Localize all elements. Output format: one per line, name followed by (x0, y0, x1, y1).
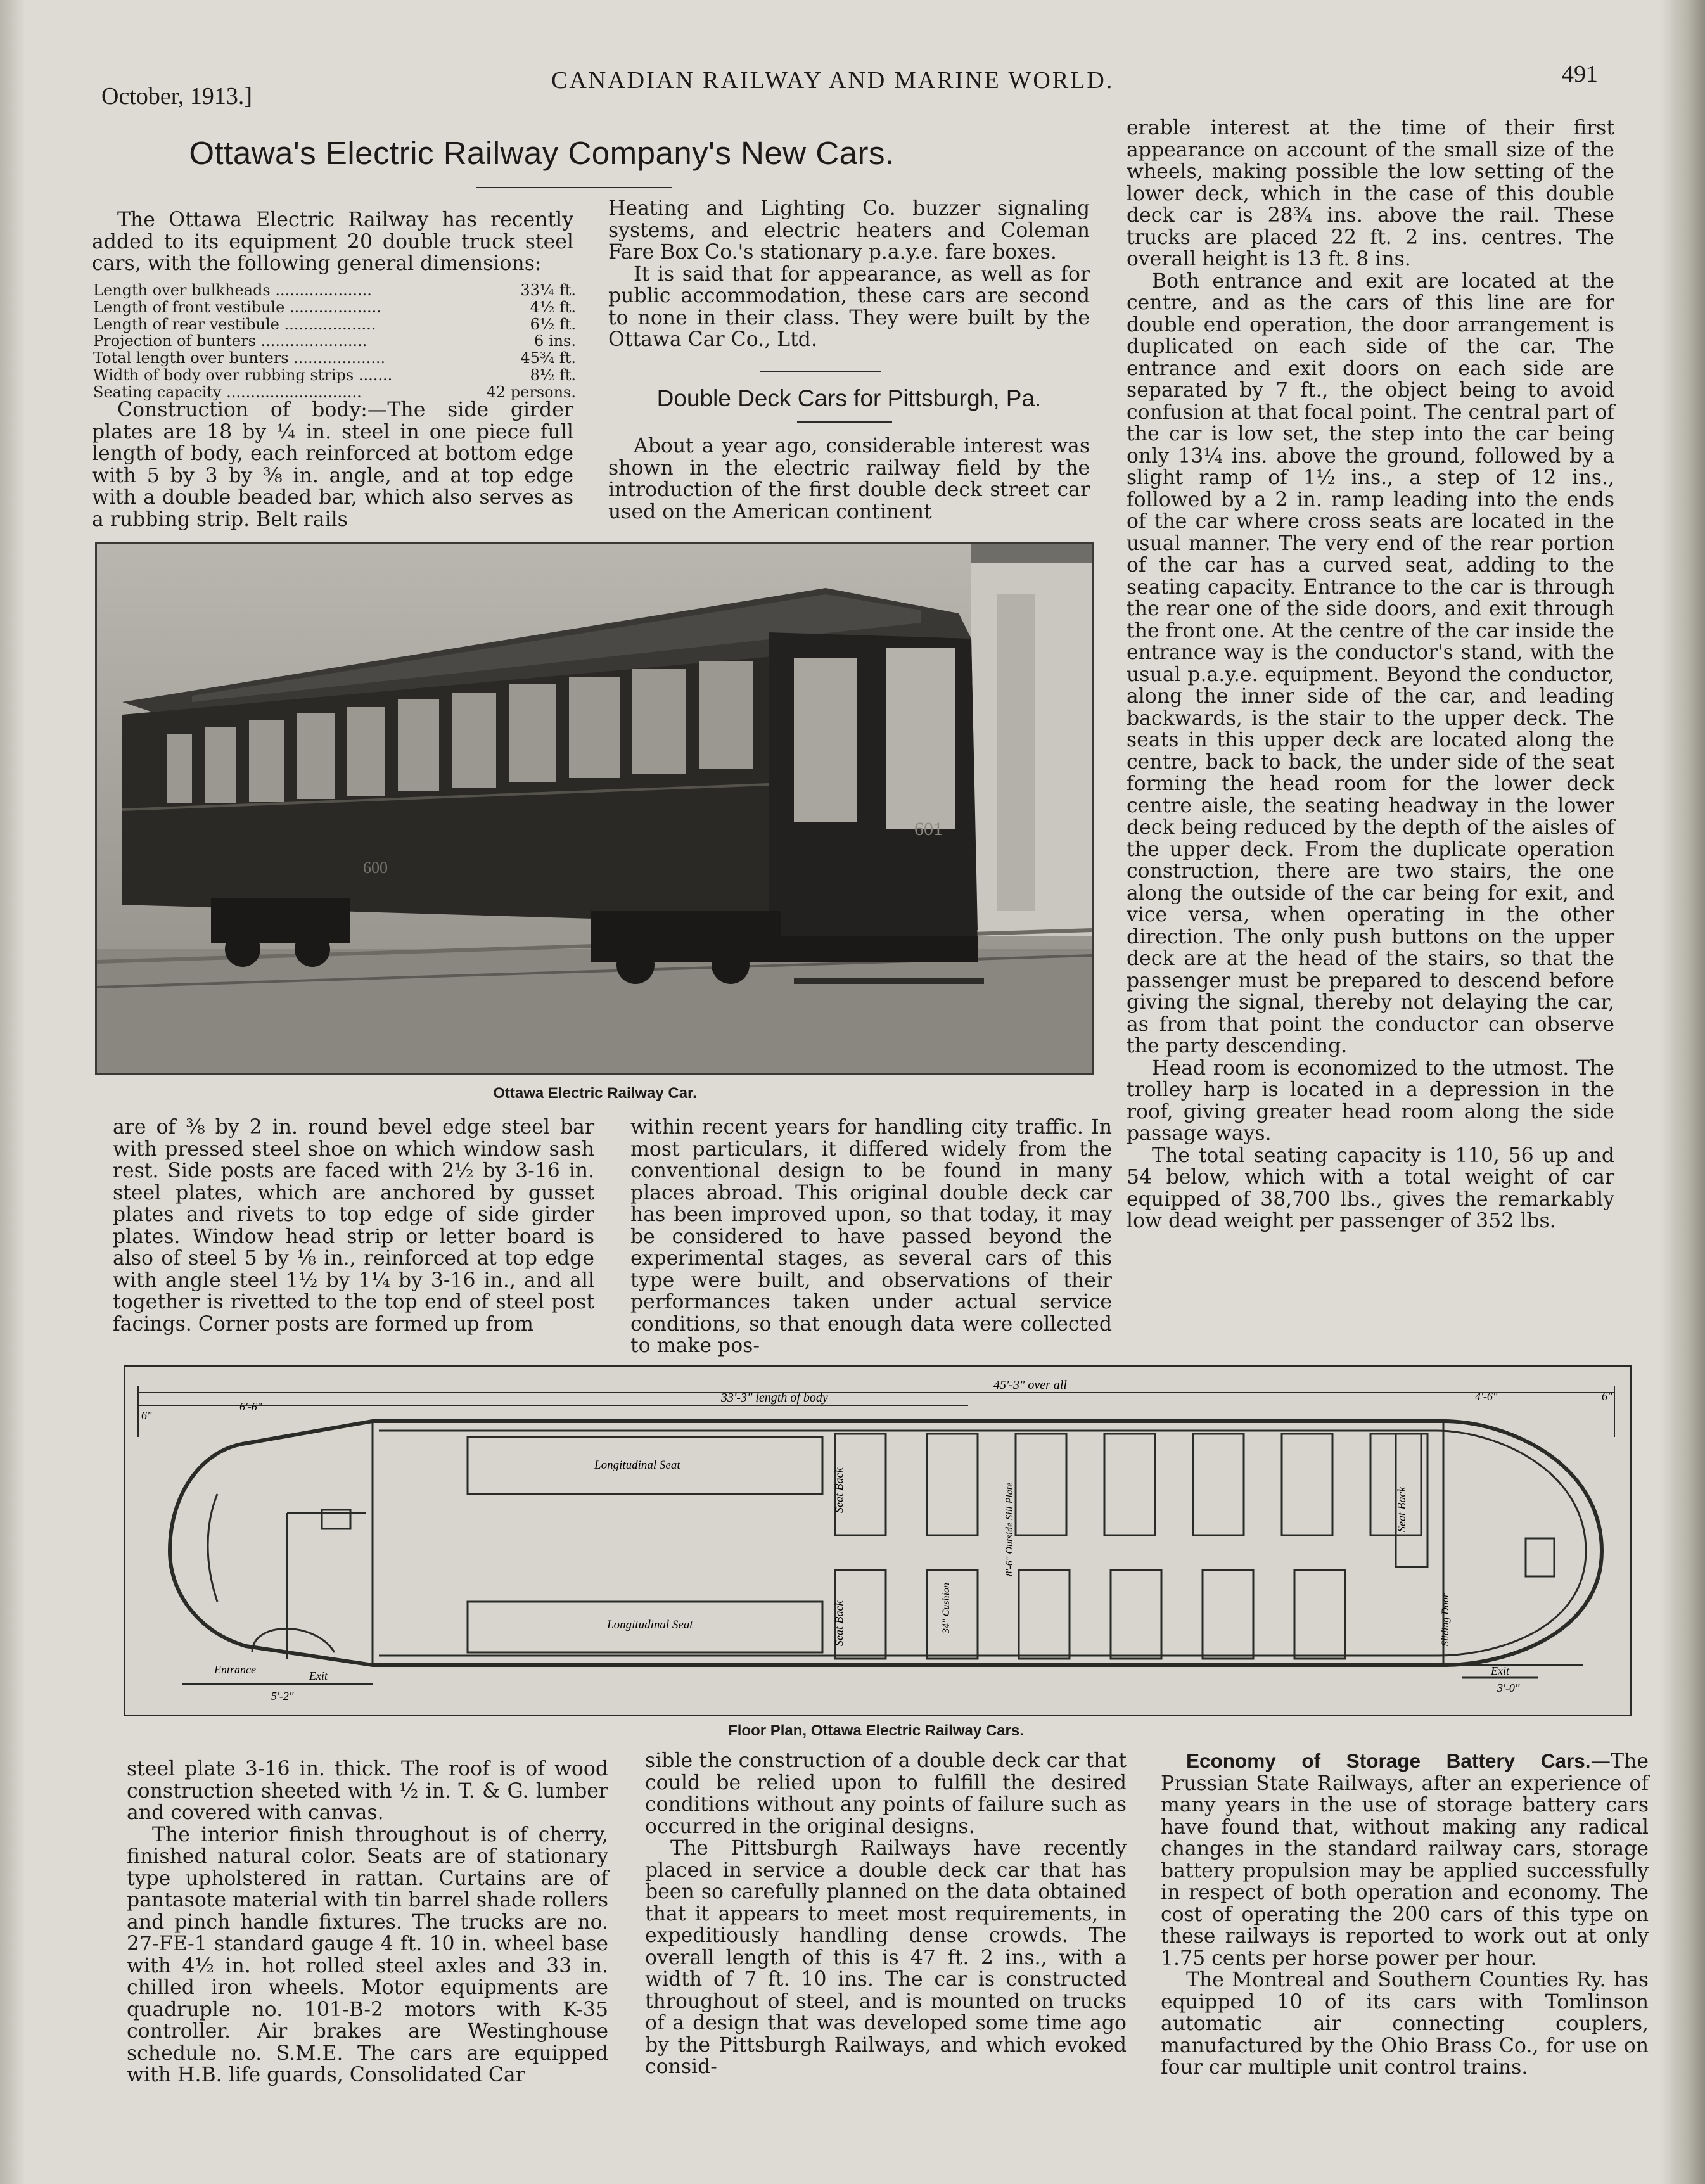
belt-rails-text: are of ⅜ by 2 in. round bevel edge steel bar with pressed steel shoe on which window sash rest. Side posts are faced with 2½ by 3-16 in. steel plates, which are anchored by gusset plates and rivets to top edge of side girder plates. Window head strip or letter board is also of steel 5 by ⅛ in., reinforced at top edge with angle steel 1½ by 1¼ by 3-16 in., and all together is rivetted to the top end of steel post facings. Corner posts are formed up from (113, 1116, 594, 1336)
pittsburgh-service-text: The Pittsburgh Railways have recently placed in service a double deck car that has been so carefully planned on the data obtained that it appears to meet most requirements, in expeditiously handling dense crowds. The overall length of this is 47 ft. 2 ins., with a width of 7 ft. 10 ins. The car is constructed throughout of steel, and is mounted on trucks of a design that was developed some time ago by the Pittsburgh Railways, and which evoked consid- (645, 1837, 1127, 2078)
pittsburgh-intro: About a year ago, considerable interest was shown in the electric railway field by the introduction of the first double deck street car used on the American continent (608, 435, 1090, 523)
page-edge-shadow (1661, 0, 1705, 2184)
dim-6in-right: 6" (1602, 1390, 1612, 1403)
column-3-bottom (1161, 1750, 1649, 2079)
storage-battery-body: —The Prussian State Railways, after an experience of many years in the use of storage battery cars have found that, without making any radical changes in the standard railway cars, storage battery propulsion may be applied successfully in respect of both operation and economy. The cost of operating the 200 cars of this type on these railways is reported to work out at only 1.75 cents per horse power per hour. (1161, 1750, 1649, 1970)
photo-caption: Ottawa Electric Railway Car. (493, 1085, 697, 1102)
dimensions-table (93, 282, 576, 401)
ottawa-appearance-text: It is said that for appearance, as well as for public accommodation, these cars are second to none in their class. They were built by the Ottawa Car Co., Ltd. (608, 262, 1090, 351)
dimension-row: Seating capacity ............................ 42 persons. (93, 383, 576, 401)
pittsburgh-capacity-text: The total seating capacity is 110, 56 up and 54 below, which with a total weight of car equipped of 38,700 lbs., gives the remarkably low dead weight per passenger of 352 lbs. (1127, 1144, 1614, 1232)
dimension-row: Length over bulkheads .................... 33¼ ft. (93, 281, 576, 299)
pittsburgh-headroom-text: Head room is economized to the utmost. The trolley harp is located in a depression in the roof, giving greater head room along the side passage ways. (1127, 1056, 1614, 1145)
page-number: 491 (1562, 61, 1598, 87)
column-2-bottom (645, 1750, 1127, 2078)
interior-finish-text: The interior finish throughout is of cherry, finished natural color. Seats are of stationary type upholstered in rattan. Curtains are of pantasote material with tin barrel shade rollers and pinch handle fixtures. The trucks are no. 27-FE-1 standard gauge 4 ft. 10 in. wheel base with 4½ in. hot rolled steel axles and 33 in. chilled iron wheels. Motor equipments are quadruple no. 101-B-2 motors with K-35 controller. Air brakes are Westinghouse schedule no. S.M.E. The cars are equipped with H.B. life guards, Consolidated Car (127, 1823, 608, 2086)
sill-plate-label: 8'-6" Outside Sill Plate (1004, 1482, 1015, 1576)
column-2-top (608, 198, 1090, 351)
page-binding-shadow (0, 0, 25, 2184)
car-number-end: 601 (914, 819, 943, 840)
exit-label-left: Exit (309, 1670, 328, 1682)
exit-label-right: Exit (1491, 1664, 1509, 1677)
seat-back-right: Seat Back (1395, 1486, 1408, 1532)
issue-date: October, 1913.] (101, 83, 253, 110)
column-1-construction (92, 399, 573, 530)
title-rule-2 (797, 421, 892, 423)
dimension-row: Width of body over rubbing strips ....... 8½ ft. (93, 366, 576, 384)
section-rule (760, 371, 881, 372)
title-rule (476, 187, 672, 188)
dim-4-6: 4'-6" (1475, 1390, 1498, 1403)
car-number-side: 600 (363, 859, 388, 877)
storage-battery-heading: Economy of Storage Battery Cars. (1186, 1749, 1591, 1772)
floor-plan-drawing (124, 1365, 1632, 1716)
floor-plan-svg (125, 1367, 1630, 1715)
cushion-label: 34" Cushion (941, 1582, 952, 1633)
column-1-top (92, 209, 573, 275)
entrance-label: Entrance (214, 1663, 256, 1676)
pittsburgh-history-text: within recent years for handling city traffic. In most particulars, it differed widely from the conventional design to be found in many places abroad. This original double deck car has been improved upon, so that today, it may be considered to have passed beyond the experimental stages, as several cars of this type were built, and observations of their performances taken under actual service conditions, so that enough data were collected to make pos- (630, 1116, 1112, 1357)
ottawa-equipment-text: Heating and Lighting Co. buzzer signaling systems, and electric heaters and Coleman Fare Box Co.'s stationary p.a.y.e. fare boxes. (608, 197, 1090, 264)
pittsburgh-trucks-text: erable interest at the time of their first appearance on account of the small size of the wheels, making possible the low setting of the lower deck, which in the case of this double deck car is 28¾ ins. above the rail. These trucks are placed 22 ft. 2 ins. centres. The overall height is 13 ft. 8 ins. (1127, 117, 1614, 271)
column-3 (1127, 117, 1614, 1232)
pittsburgh-construction-text: sible the construction of a double deck car that could be relied upon to fulfill the desired conditions without any points of failure such as occurred in the original designs. (645, 1749, 1127, 1838)
longitudinal-seat-bottom: Longitudinal Seat (607, 1618, 693, 1632)
article-title-pittsburgh: Double Deck Cars for Pittsburgh, Pa. (656, 385, 1042, 411)
dim-5-2: 5'-2" (271, 1690, 294, 1702)
column-1-bottom (127, 1758, 608, 2086)
floor-plan-caption: Floor Plan, Ottawa Electric Railway Cars. (728, 1722, 1024, 1739)
dimension-row: Total length over bunters ................... 45¾ ft. (93, 349, 576, 367)
dimension-row: Projection of bunters ...................... 6 ins. (93, 332, 576, 350)
seat-back-bottom: Seat Back (833, 1600, 845, 1646)
journal-title: CANADIAN RAILWAY AND MARINE WORLD. (551, 67, 1114, 94)
seat-back-top: Seat Back (833, 1467, 845, 1513)
pittsburgh-doors-text: Both entrance and exit are located at the centre, and as the cars of this line are for double end operation, the door arrangement is duplicated on each side of the car. The entrance and exit doors on each side are separated by 7 ft., the object being to avoid confusion at that focal point. The central part of the car is low set, the step into the car being only 13¼ ins. above the ground, followed by a slight ramp of 1½ ins., a step of 12 ins., followed by a 2 in. ramp leading into the ends of the car where cross seats are located in the usual manner. The very end of the rear portion of the car has a curved seat, adding to the seating capacity. Entrance to the car is through the rear one of the side doors, and exit through the front one. At the centre of the car inside the entrance way is the conductor's stand, with the usual p.a.y.e. equipment. Beyond the conductor, along the inner side of the car, and leading backwards, is the stair to the upper deck. The seats in this upper deck are located along the centre, back to back, the under side of the seat forming the head room for the lower deck centre aisle, the seating headway in the lower deck being reduced by the depth of the aisles of the upper deck. From the duplicate operation construction, there are two stairs, the one along the outside of the car being for exit, and vice versa, when operating in the other direction. The only push buttons on the upper deck are at the head of the stairs, so that the passenger must be prepared to descend before giving the signal, thereby not delaying the car, as from that point the conductor can observe the party descending. (1127, 269, 1614, 1057)
dim-6in-left: 6" (141, 1409, 152, 1422)
streetcar-photo (95, 542, 1094, 1075)
longitudinal-seat-top: Longitudinal Seat (594, 1459, 680, 1472)
roof-text: steel plate 3-16 in. thick. The roof is of wood construction sheeted with ½ in. T. & G. lumber and covered with canvas. (127, 1758, 608, 1824)
montreal-couplers-text: The Montreal and Southern Counties Ry. has equipped 10 of its cars with Tomlinson automatic air connecting couplers, manufactured by the Ohio Brass Co., for use on four car multiple unit control trains. (1161, 1969, 1649, 2079)
streetcar-image (97, 544, 1092, 1073)
dimension-row: Length of rear vestibule ................... 6½ ft. (93, 315, 576, 333)
sliding-door-label: Sliding Door (1440, 1593, 1451, 1646)
article-title-ottawa: Ottawa's Electric Railway Company's New Cars. (189, 135, 895, 171)
column-2-pittsburgh (608, 435, 1090, 523)
construction-text: Construction of body:—The side girder plates are 18 by ¼ in. steel in one piece full length of body, each reinforced at bottom edge with 5 by 3 by ⅜ in. angle, and at top edge with a double beaded bar, which also serves as a rubbing strip. Belt rails (92, 399, 573, 531)
ottawa-intro: The Ottawa Electric Railway has recently added to its equipment 20 double truck steel cars, with the following general dimensions: (92, 208, 573, 275)
dimension-row: Length of front vestibule ................... 4½ ft. (93, 298, 576, 316)
dim-length-body: 33'-3" length of body (721, 1391, 828, 1405)
storage-battery-text (1161, 1750, 1649, 1969)
dim-6-6: 6'-6" (239, 1400, 262, 1413)
column-2-middle (630, 1116, 1112, 1357)
column-1-middle (113, 1116, 594, 1335)
dim-over-all: 45'-3" over all (993, 1378, 1067, 1392)
dim-3-0: 3'-0" (1497, 1682, 1520, 1694)
